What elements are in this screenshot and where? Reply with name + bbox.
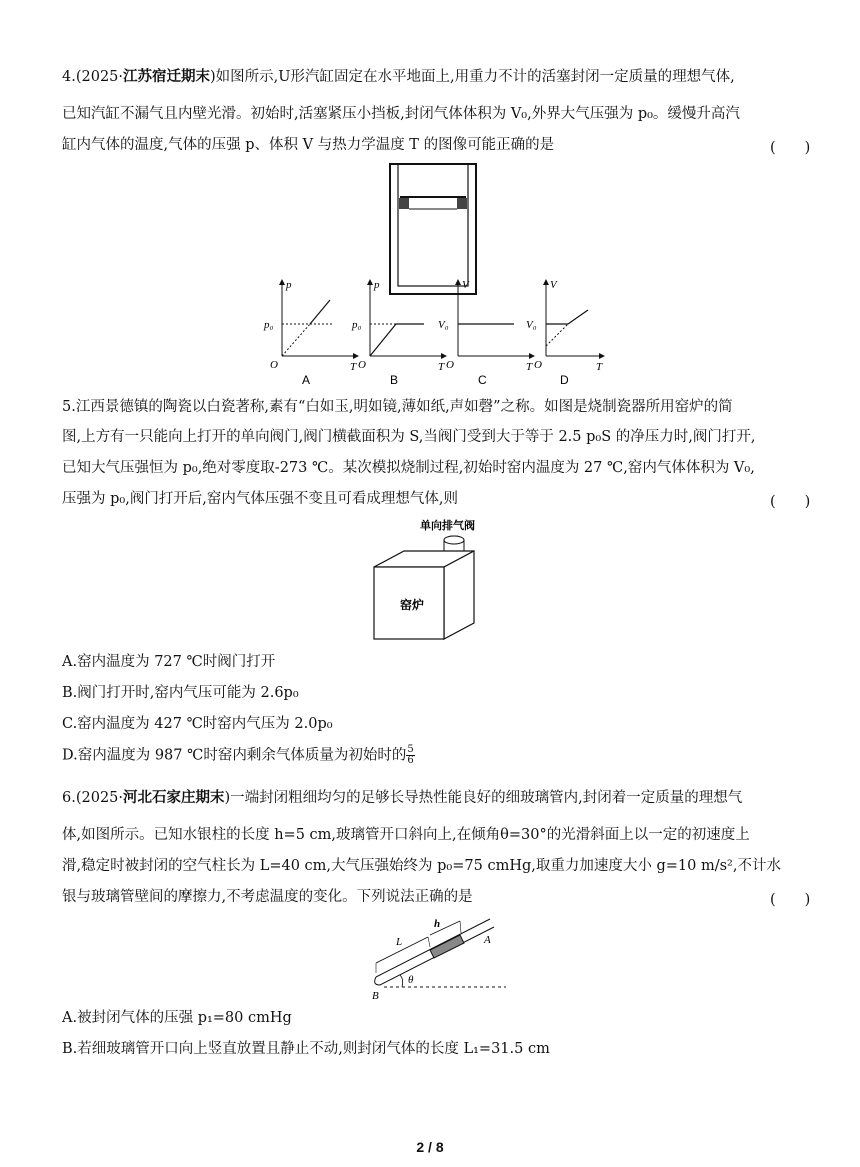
graph-a-ref: p₀ [264,319,274,331]
graph-d-y-label: V [550,279,557,291]
page-number: 2 / 8 [416,1139,444,1155]
graph-a-x-label: T [350,361,357,373]
label-A: A [484,934,491,946]
graph-c-y-label: V [462,279,469,291]
q5-option-d: D.窑内温度为 987 ℃时窑内剩余气体质量为初始时的 $\frac{5}{6}$ [62,744,414,766]
graph-d-ref: V₀ [526,319,537,331]
valve-label: 单向排气阀 [420,520,475,532]
label-theta: θ [408,974,414,986]
q5-line2: 图,上方有一只能向上打开的单向阀门,阀门横截面积为 S,当阀门受到大于等于 2.5 p₀S 的净压力时,阀门打开, [62,429,756,445]
graph-d [526,279,603,387]
q4-source: 江苏宿迁期末 [123,69,211,85]
graph-b-origin: O [358,359,366,371]
q5-option-b: B.阀门打开时,窑内气压可能为 2.6p₀ [62,685,299,701]
q6-answer-paren: ( ) [770,892,811,908]
graph-d-x-label: T [596,361,603,373]
graph-a-y-label: p [286,279,292,291]
q5-line3: 已知大气压强恒为 p₀,绝对零度取-273 ℃。某次模拟烧制过程,初始时窑内温度为 27 ℃,窑内气体体积为 V₀, [62,460,755,476]
q5-option-a: A.窑内温度为 727 ℃时阀门打开 [62,654,276,670]
graph-a-origin: O [270,359,278,371]
graph-d-caption: D [560,373,569,387]
graph-d-origin: O [534,359,542,371]
graph-b-x-label: T [438,361,445,373]
graph-a-caption: A [302,373,311,387]
q6-option-b: B.若细玻璃管开口向上竖直放置且静止不动,则封闭气体的长度 L₁=31.5 cm [62,1041,550,1057]
q4-line2: 已知汽缸不漏气且内壁光滑。初始时,活塞紧压小挡板,封闭气体体积为 V₀,外界大气压强为 p₀。缓慢升高汽 [62,106,740,122]
q6-line3: 滑,稳定时被封闭的空气柱长为 L=40 cm,大气压强始终为 p₀=75 cmHg,取重力加速度大小 g=10 m/s²,不计水 [62,858,781,874]
fraction-5-6: $\frac{5}{6}$ [407,744,414,766]
q4-answer-paren: ( ) [770,140,811,156]
graph-c [438,279,533,387]
q6-line1: 6.(2025·河北石家庄期末)一端封闭粗细均匀的足够长导热性能良好的细玻璃管内,封闭着一定质量的理想气 [62,790,743,806]
graph-c-origin: O [446,359,454,371]
inclined-tube-figure [362,915,512,1003]
graph-b-y-label: p [374,279,380,291]
label-B: B [372,990,379,1002]
q6-option-a: A.被封闭气体的压强 p₁=80 cmHg [62,1010,292,1026]
graph-c-ref: V₀ [438,319,449,331]
graph-b-ref: p₀ [352,319,362,331]
q5-line4: 压强为 p₀,阀门打开后,窑内气体压强不变且可看成理想气体,则 [62,491,459,507]
q5-answer-paren: ( ) [770,494,811,510]
q4-graphs [258,276,608,388]
kiln-figure [370,515,510,645]
label-L: L [396,936,403,948]
graph-b [351,279,445,387]
graph-c-caption: C [478,373,487,387]
label-h: h [434,918,441,930]
graph-c-x-label: T [526,361,533,373]
q4-line1: 4.(2025·江苏宿迁期末)如图所示,U形汽缸固定在水平地面上,用重力不计的活塞封闭一定质量的理想气体, [62,69,735,85]
q6-source: 河北石家庄期末 [123,790,225,806]
q6-line4: 银与玻璃管壁间的摩擦力,不考虑温度的变化。下列说法正确的是 [62,889,473,905]
kiln-label: 窑炉 [400,598,425,612]
q6-line2: 体,如图所示。已知水银柱的长度 h=5 cm,玻璃管开口斜向上,在倾角θ=30°的光滑斜面上以一定的初速度上 [62,827,750,843]
q5-option-c: C.窑内温度为 427 ℃时窑内气压为 2.0p₀ [62,716,333,732]
graph-a [263,279,357,387]
graph-b-caption: B [390,373,399,387]
q4-line3: 缸内气体的温度,气体的压强 p、体积 V 与热力学温度 T 的图像可能正确的是 [62,137,555,153]
q5-line1: 5.江西景德镇的陶瓷以白瓷著称,素有“白如玉,明如镜,薄如纸,声如磬”之称。如图是烧制瓷器所用窑炉的简 [62,399,733,415]
